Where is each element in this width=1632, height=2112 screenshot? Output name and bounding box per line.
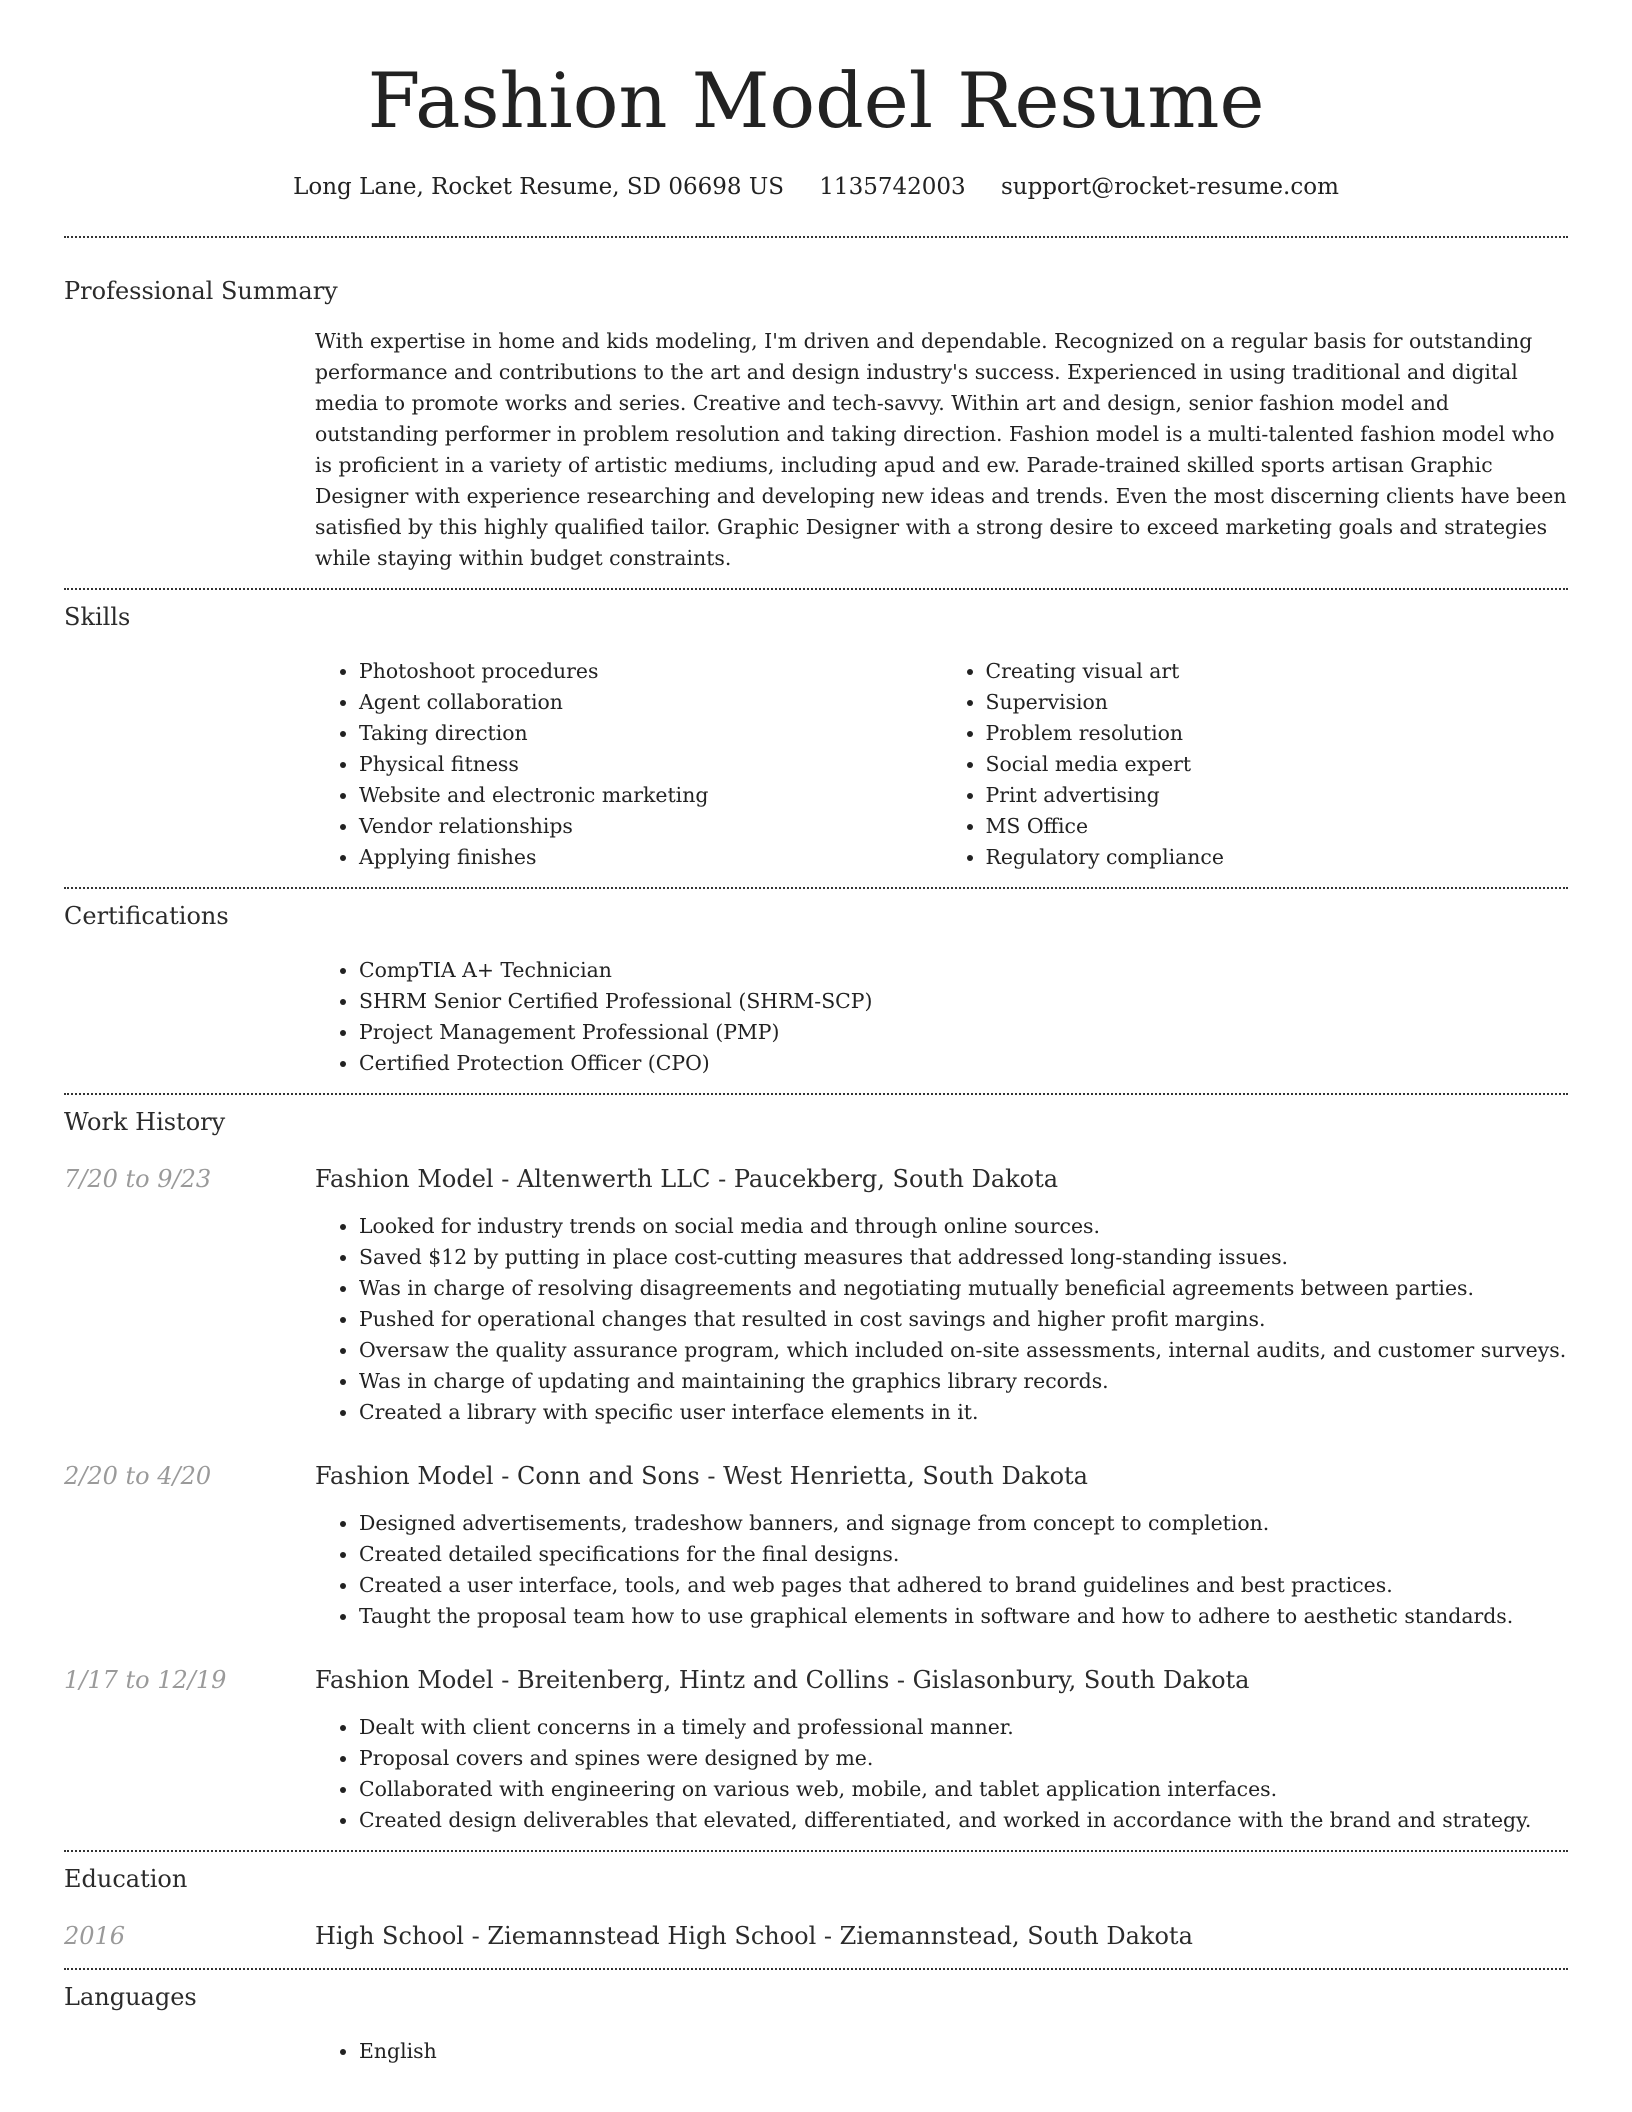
list-item: • Applying finishes bbox=[359, 842, 942, 873]
languages-section bbox=[64, 1970, 1568, 2067]
job-bullets bbox=[315, 1211, 1568, 1428]
list-item: • English bbox=[359, 2036, 1568, 2067]
contact-line bbox=[64, 172, 1568, 202]
list-item: • Dealt with client concerns in a timely and professional manner. bbox=[359, 1712, 1568, 1743]
education-title: High School - Ziemannstead High School - Ziemannstead, South Dakota bbox=[315, 1922, 1193, 1950]
list-item: • Website and electronic marketing bbox=[359, 780, 942, 811]
list-item: • Pushed for operational changes that resulted in cost savings and higher profit margins. bbox=[359, 1304, 1568, 1335]
list-item: • Proposal covers and spines were designed by me. bbox=[359, 1743, 1568, 1774]
list-item: • Social media expert bbox=[986, 749, 1569, 780]
certifications-section bbox=[64, 889, 1568, 1079]
list-item: • Supervision bbox=[986, 687, 1569, 718]
list-item: • Taught the proposal team how to use graphical elements in software and how to adhere to aesthetic standards. bbox=[359, 1601, 1568, 1632]
list-item: • Created a library with specific user interface elements in it. bbox=[359, 1397, 1568, 1428]
list-item: • Created design deliverables that elevated, differentiated, and worked in accordance with the brand and strategy. bbox=[359, 1805, 1568, 1836]
list-item: • Problem resolution bbox=[986, 718, 1569, 749]
skills-list-left bbox=[315, 656, 942, 873]
languages-list bbox=[315, 2036, 1568, 2067]
skills-list-right bbox=[942, 656, 1569, 873]
contact-phone: 1135742003 bbox=[819, 174, 966, 200]
job-bullets bbox=[315, 1508, 1568, 1632]
certifications-heading: Certifications bbox=[64, 902, 229, 930]
job-entry bbox=[64, 1460, 1568, 1632]
job-entry bbox=[64, 1664, 1568, 1836]
work-heading: Work History bbox=[64, 1108, 226, 1136]
list-item: • Oversaw the quality assurance program, which included on-site assessments, internal audits, and customer surveys. bbox=[359, 1335, 1568, 1366]
list-item: • Was in charge of resolving disagreements and negotiating mutually beneficial agreements between parties. bbox=[359, 1273, 1568, 1304]
education-date: 2016 bbox=[64, 1922, 126, 1950]
list-item: • Creating visual art bbox=[986, 656, 1569, 687]
list-item: • Was in charge of updating and maintaining the graphics library records. bbox=[359, 1366, 1568, 1397]
list-item: • Created detailed specifications for the final designs. bbox=[359, 1539, 1568, 1570]
skills-heading: Skills bbox=[64, 603, 131, 631]
languages-heading: Languages bbox=[64, 1983, 197, 2011]
list-item: • Agent collaboration bbox=[359, 687, 942, 718]
list-item: • Saved $12 by putting in place cost-cutting measures that addressed long-standing issues. bbox=[359, 1242, 1568, 1273]
list-item: • Physical fitness bbox=[359, 749, 942, 780]
list-item: • Print advertising bbox=[986, 780, 1569, 811]
list-item: • Project Management Professional (PMP) bbox=[359, 1017, 1568, 1048]
list-item: • Photoshoot procedures bbox=[359, 656, 942, 687]
job-dates: 1/17 to 12/19 bbox=[64, 1666, 227, 1694]
job-title: Fashion Model - Altenwerth LLC - Paucekberg, South Dakota bbox=[315, 1165, 1059, 1193]
list-item: • Collaborated with engineering on various web, mobile, and tablet application interfaces. bbox=[359, 1774, 1568, 1805]
summary-heading: Professional Summary bbox=[64, 277, 338, 305]
job-title: Fashion Model - Breitenberg, Hintz and Collins - Gislasonbury, South Dakota bbox=[315, 1666, 1250, 1694]
contact-address: Long Lane, Rocket Resume, SD 06698 US bbox=[293, 174, 784, 200]
list-item: • MS Office bbox=[986, 811, 1569, 842]
skills-section bbox=[64, 590, 1568, 873]
summary-text: With expertise in home and kids modeling, I'm driven and dependable. Recognized on a regular basis for outstanding performance and contributions to the art and design industry's success. Experienced in using traditional and digital media to promote works and series. Creative and tech-savvy. Within art and design, senior fashion model and outstanding performer in problem resolution and taking direction. Fashion model is a multi-talented fashion model who is proficient in a variety of artistic mediums, including apud and ew. Parade-trained skilled sports artisan Graphic Designer with experience researching and developing new ideas and trends. Even the most discerning clients have been satisfied by this highly qualified tailor. Graphic Designer with a strong desire to exceed marketing goals and strategies while staying within budget constraints. bbox=[315, 329, 1567, 570]
list-item: • CompTIA A+ Technician bbox=[359, 955, 1568, 986]
resume-page bbox=[64, 0, 1568, 2067]
list-item: • Certified Protection Officer (CPO) bbox=[359, 1048, 1568, 1079]
list-item: • Vendor relationships bbox=[359, 811, 942, 842]
job-dates: 7/20 to 9/23 bbox=[64, 1165, 212, 1193]
job-dates: 2/20 to 4/20 bbox=[64, 1462, 212, 1490]
list-item: • Created a user interface, tools, and web pages that adhered to brand guidelines and best practices. bbox=[359, 1570, 1568, 1601]
page-title: Fashion Model Resume bbox=[367, 56, 1265, 145]
work-section bbox=[64, 1095, 1568, 1836]
list-item: • SHRM Senior Certified Professional (SHRM-SCP) bbox=[359, 986, 1568, 1017]
list-item: • Designed advertisements, tradeshow banners, and signage from concept to completion. bbox=[359, 1508, 1568, 1539]
list-item: • Looked for industry trends on social media and through online sources. bbox=[359, 1211, 1568, 1242]
contact-email: support@rocket-resume.com bbox=[1000, 174, 1339, 200]
job-entry bbox=[64, 1163, 1568, 1428]
education-heading: Education bbox=[64, 1865, 188, 1893]
job-bullets bbox=[315, 1712, 1568, 1836]
summary-section bbox=[64, 238, 1568, 574]
certifications-list bbox=[315, 955, 1568, 1079]
job-title: Fashion Model - Conn and Sons - West Henrietta, South Dakota bbox=[315, 1462, 1088, 1490]
list-item: • Regulatory compliance bbox=[986, 842, 1569, 873]
education-section bbox=[64, 1852, 1568, 1952]
list-item: • Taking direction bbox=[359, 718, 942, 749]
